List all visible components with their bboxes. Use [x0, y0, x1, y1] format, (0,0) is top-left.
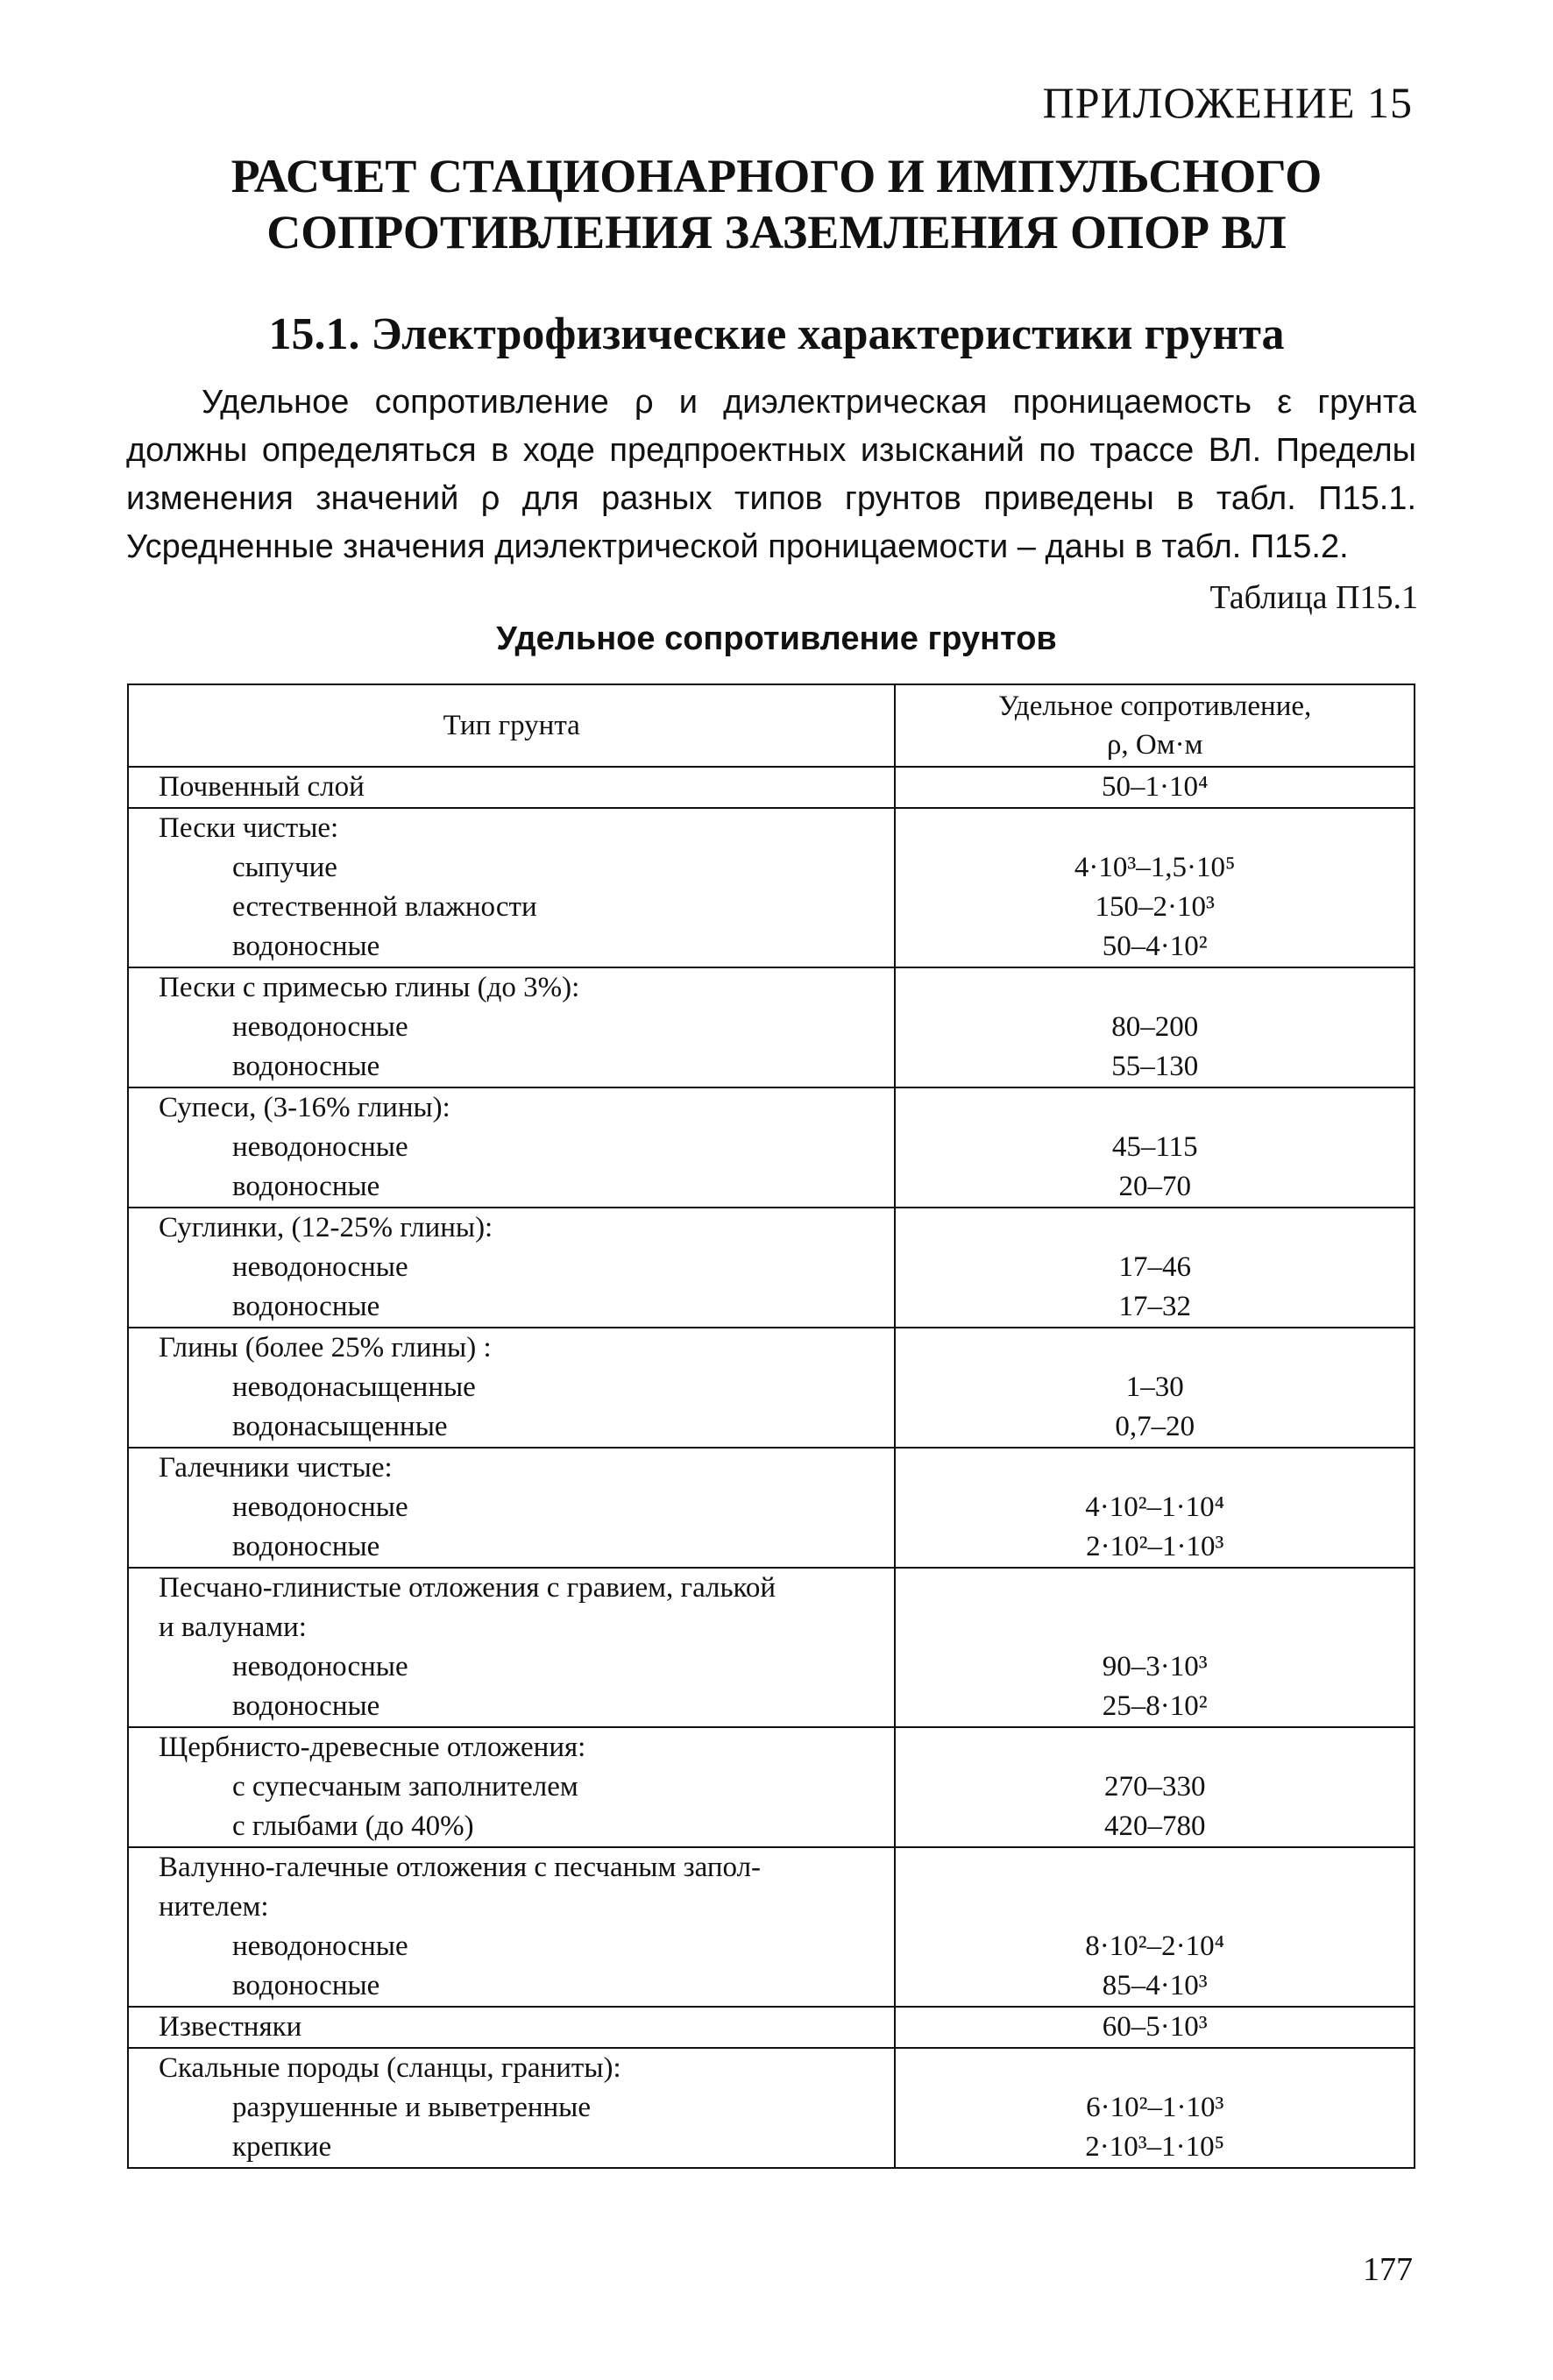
soil-type-label: Суглинки, (12-25% глины):: [159, 1212, 493, 1243]
resistivity-value: 90–3·10³: [1102, 1651, 1208, 1682]
table-row: [128, 1847, 1415, 2007]
soil-subtype-label: водоносные: [232, 1970, 380, 2001]
resistivity-value: 85–4·10³: [1102, 1970, 1208, 2001]
resistivity-value: 50–1·10⁴: [1101, 771, 1209, 803]
resistivity-value: 8·10²–2·10⁴: [1085, 1930, 1225, 1962]
resistivity-value: [896, 1449, 1414, 1488]
soil-subtype-label: крепкие: [232, 2131, 332, 2163]
soil-subtype-label: с супесчаным заполнителем: [232, 1771, 578, 1803]
soil-type-label: Пески чистые:: [159, 812, 339, 844]
resistivity-value: [896, 809, 1414, 848]
soil-type-cell: [128, 1847, 895, 2007]
resistivity-value: 20–70: [1118, 1171, 1191, 1202]
page-title-line: СОПРОТИВЛЕНИЯ ЗАЗЕМЛЕНИЯ ОПОР ВЛ: [266, 205, 1287, 259]
resistivity-value: 270–330: [1103, 1771, 1206, 1803]
soil-type-cell: [128, 967, 895, 1087]
resistivity-value: 0,7–20: [1115, 1411, 1195, 1442]
soil-type-cell: [128, 1568, 895, 1727]
resistivity-value: 55–130: [1111, 1051, 1199, 1082]
soil-subtype-label: неводоносные: [232, 1930, 408, 1962]
soil-type-label: Пески с примесью глины (до 3%):: [159, 972, 580, 1003]
soil-type-cell: [128, 1208, 895, 1328]
soil-type-label: Известняки: [159, 2011, 302, 2043]
header-soil-type: Тип грунта: [128, 684, 895, 767]
table-number: Таблица П15.1: [1209, 579, 1418, 616]
resistivity-cell: [895, 2007, 1415, 2048]
page-title: [0, 149, 1553, 260]
soil-subtype-label: водоносные: [232, 1171, 380, 1202]
resistivity-value: 25–8·10²: [1102, 1690, 1208, 1722]
table-row: [128, 1568, 1415, 1727]
soil-type-label: Скальные породы (сланцы, граниты):: [159, 2052, 621, 2084]
soil-subtype-label: неводоносные: [232, 1011, 408, 1043]
header-resistivity: [895, 684, 1415, 767]
soil-type-label: Валунно-галечные отложения с песчаным запол-: [159, 1852, 762, 1883]
resistivity-cell: [895, 1448, 1415, 1568]
table-row: [128, 2007, 1415, 2048]
soil-type-label: Галечники чистые:: [159, 1452, 393, 1484]
soil-type-cell: [128, 1087, 895, 1208]
resistivity-value: 1–30: [1125, 1371, 1184, 1403]
soil-resistivity-table: [127, 684, 1415, 2169]
resistivity-value: [896, 968, 1414, 1008]
table-row: [128, 1727, 1415, 1847]
resistivity-cell: [895, 1568, 1415, 1727]
table-row: [128, 1208, 1415, 1328]
soil-subtype-label: неводоносные: [232, 1651, 408, 1682]
soil-subtype-label: водонасыщенные: [232, 1411, 448, 1442]
appendix-label: ПРИЛОЖЕНИЕ 15: [1042, 78, 1413, 127]
table-row: [128, 967, 1415, 1087]
resistivity-value: 4·10²–1·10⁴: [1085, 1491, 1225, 1523]
resistivity-value: [896, 1569, 1414, 1608]
soil-type-label: нителем:: [159, 1891, 269, 1923]
resistivity-cell: [895, 1328, 1415, 1448]
soil-type-label: Песчано-глинистые отложения с гравием, галькой: [159, 1572, 776, 1604]
soil-subtype-label: разрушенные и выветренные: [232, 2092, 592, 2123]
soil-subtype-label: водоносные: [232, 1531, 380, 1562]
soil-subtype-label: водоносные: [232, 1291, 380, 1322]
soil-subtype-label: неводонасыщенные: [232, 1371, 476, 1403]
soil-type-label: Щербнисто-древесные отложения:: [159, 1732, 586, 1763]
resistivity-cell: [895, 2048, 1415, 2168]
soil-subtype-label: водоносные: [232, 1051, 380, 1082]
resistivity-value: [896, 1848, 1414, 1888]
soil-type-label: Почвенный слой: [159, 771, 365, 803]
header-resistivity-line: Удельное сопротивление,: [998, 691, 1312, 722]
soil-subtype-label: неводоносные: [232, 1491, 408, 1523]
resistivity-cell: [895, 1727, 1415, 1847]
resistivity-cell: [895, 767, 1415, 808]
resistivity-cell: [895, 967, 1415, 1087]
soil-subtype-label: сыпучие: [232, 852, 337, 883]
resistivity-value: [896, 1888, 1414, 1927]
soil-subtype-label: неводоносные: [232, 1251, 408, 1283]
resistivity-value: 80–200: [1111, 1011, 1199, 1043]
soil-type-cell: [128, 808, 895, 967]
soil-type-label: и валунами:: [159, 1611, 307, 1643]
soil-type-cell: [128, 2048, 895, 2168]
table-row: [128, 1448, 1415, 1568]
soil-subtype-label: с глыбами (до 40%): [232, 1810, 474, 1842]
table-row: [128, 2048, 1415, 2168]
section-heading: 15.1. Электрофизические характеристики грунта: [268, 309, 1285, 359]
resistivity-cell: [895, 808, 1415, 967]
soil-subtype-label: водоносные: [232, 1690, 380, 1722]
resistivity-value: 45–115: [1111, 1131, 1198, 1163]
resistivity-value: [896, 1088, 1414, 1128]
table-row: [128, 767, 1415, 808]
soil-type-cell: [128, 767, 895, 808]
resistivity-value: 60–5·10³: [1102, 2011, 1208, 2043]
table-row: [128, 1328, 1415, 1448]
resistivity-value: 4·10³–1,5·10⁵: [1074, 852, 1236, 883]
table-caption: Удельное сопротивление грунтов: [496, 620, 1057, 657]
resistivity-value: 420–780: [1103, 1810, 1206, 1842]
intro-paragraph: Удельное сопротивление ρ и диэлектрическая проницаемость ε грунта должны определяться в ходе предпроектных изысканий по трассе ВЛ. Пределы изменения значений ρ для разных типов грунтов приведены в табл. П15.1. Усредненные значения диэлектрической проницаемости – даны в табл. П15.2.: [126, 384, 1416, 566]
soil-type-cell: [128, 1727, 895, 1847]
resistivity-value: 2·10³–1·10⁵: [1085, 2131, 1225, 2163]
resistivity-value: [896, 1728, 1414, 1767]
resistivity-cell: [895, 1847, 1415, 2007]
soil-type-cell: [128, 2007, 895, 2048]
resistivity-value: [896, 2049, 1414, 2088]
soil-subtype-label: естественной влажности: [232, 891, 537, 923]
resistivity-value: 150–2·10³: [1095, 891, 1215, 923]
page-title-line: РАСЧЕТ СТАЦИОНАРНОГО И ИМПУЛЬСНОГО: [230, 150, 1323, 202]
resistivity-value: 17–32: [1118, 1291, 1191, 1322]
page-number: 177: [1363, 2251, 1413, 2288]
soil-type-cell: [128, 1328, 895, 1448]
resistivity-cell: [895, 1087, 1415, 1208]
table-row: [128, 1087, 1415, 1208]
soil-subtype-label: водоносные: [232, 931, 380, 962]
resistivity-value: [896, 1608, 1414, 1647]
soil-type-cell: [128, 1448, 895, 1568]
header-resistivity-unit: ρ, Ом·м: [1106, 729, 1203, 761]
resistivity-cell: [895, 1208, 1415, 1328]
resistivity-value: 2·10²–1·10³: [1086, 1531, 1224, 1562]
resistivity-value: 17–46: [1118, 1251, 1191, 1283]
soil-type-label: Глины (более 25% глины) :: [159, 1332, 492, 1364]
table-row: [128, 808, 1415, 967]
soil-subtype-label: неводоносные: [232, 1131, 408, 1163]
resistivity-value: [896, 1208, 1414, 1248]
resistivity-value: 50–4·10²: [1102, 931, 1208, 962]
resistivity-value: [896, 1328, 1414, 1368]
resistivity-value: 6·10²–1·10³: [1086, 2092, 1224, 2123]
soil-type-label: Супеси, (3-16% глины):: [159, 1092, 450, 1123]
table-header-row: [128, 684, 1415, 767]
table-body: [128, 767, 1415, 2168]
